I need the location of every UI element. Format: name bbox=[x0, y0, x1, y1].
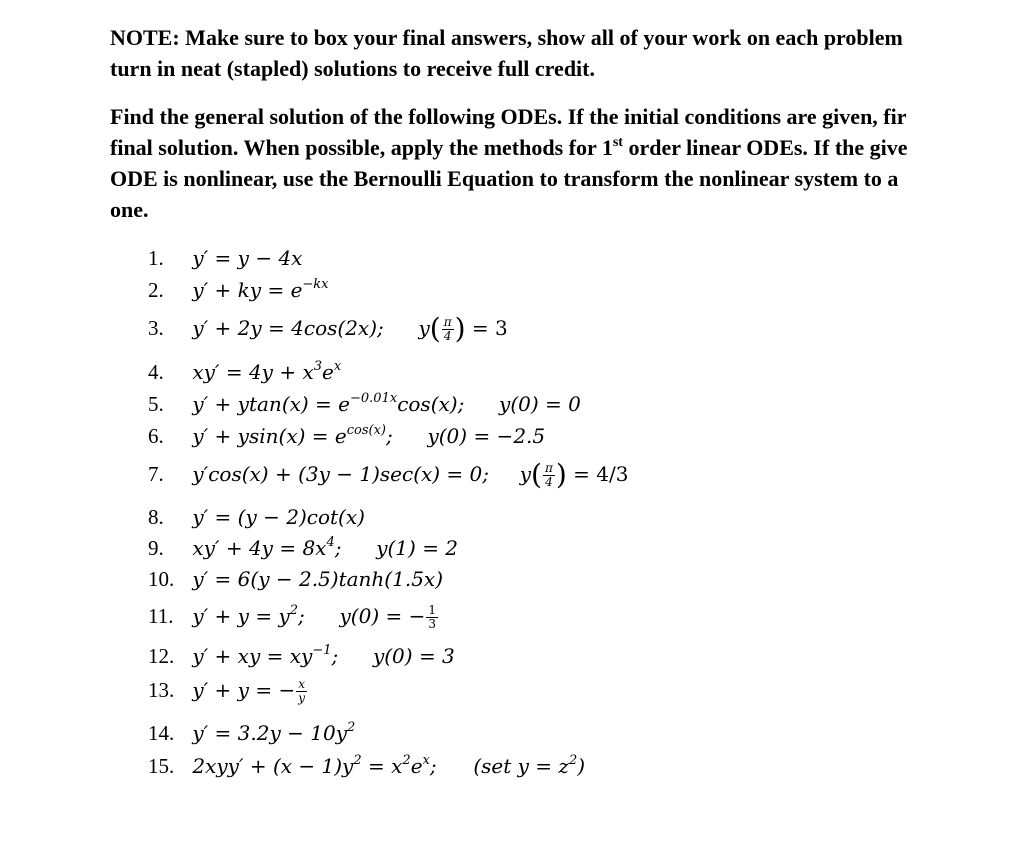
problem-number: 1. bbox=[148, 246, 164, 270]
problem-13 bbox=[148, 675, 308, 705]
equation: y′ + 2y = 4cos(2x); bbox=[192, 316, 384, 340]
problem-14 bbox=[148, 718, 355, 748]
equation: $y' + y = y^2$; bbox=[192, 603, 305, 628]
problem-number: 11. bbox=[148, 604, 174, 628]
problem-number: 13. bbox=[148, 678, 175, 702]
problem-number: 15. bbox=[148, 754, 175, 778]
problem-number: 12. bbox=[148, 644, 175, 668]
equation: $2xyy' + (x - 1)y^2 = x^2e^x$; bbox=[192, 753, 437, 778]
problem-11 bbox=[148, 601, 439, 631]
initial-condition: y(0) = − $\frac{1}{3}$ bbox=[339, 603, 436, 631]
fraction: $\frac{\pi}{4}$ bbox=[443, 315, 452, 343]
problem-1 bbox=[148, 243, 302, 273]
problem-number: 10. bbox=[148, 567, 175, 591]
equation: $xy' = 4y + x^3e^x$ bbox=[192, 359, 342, 384]
fraction: $\frac{1}{3}$ bbox=[428, 603, 436, 631]
problem-4 bbox=[148, 357, 341, 387]
equation: y′ + xy = $xy^{-1}$; bbox=[192, 643, 339, 668]
problem-5 bbox=[148, 389, 581, 419]
substitution-hint: (set $y = z^2$) bbox=[473, 753, 586, 778]
problem-number: 9. bbox=[148, 536, 164, 560]
equation: y′ + y = − $\frac{x}{y}$ bbox=[192, 677, 305, 705]
initial-condition: y(0) = −2.5 bbox=[427, 424, 546, 448]
instructions-line-2-pre: final solution. When possible, apply the methods for 1 bbox=[110, 135, 613, 160]
equation: $y' = 3.2y - 10y^2$ bbox=[192, 720, 356, 745]
problem-number: 14. bbox=[148, 721, 175, 745]
problem-number: 7. bbox=[148, 462, 164, 486]
equation: y′ = (y − 2)cot(x) bbox=[192, 505, 365, 529]
instructions-paragraph bbox=[110, 101, 1019, 225]
problem-number: 2. bbox=[148, 278, 164, 302]
problem-number: 8. bbox=[148, 505, 164, 529]
equation: y′cos(x) + (3y − 1)sec(x) = 0; bbox=[192, 462, 490, 486]
equation: y′ = y − 4x bbox=[192, 246, 303, 270]
problem-15 bbox=[148, 751, 585, 781]
problem-number: 4. bbox=[148, 360, 164, 384]
instructions-line-2 bbox=[110, 132, 1019, 163]
note-line-1: NOTE: Make sure to box your final answers, show all of your work on each problem bbox=[110, 25, 903, 50]
equation bbox=[192, 278, 328, 302]
exponent: −kx bbox=[302, 277, 329, 292]
fraction: $\frac{\pi}{4}$ bbox=[544, 461, 553, 489]
note-paragraph bbox=[110, 22, 1019, 84]
problem-3 bbox=[148, 313, 508, 343]
instructions-line-1: Find the general solution of the following ODEs. If the initial conditions are given, fir bbox=[110, 104, 907, 129]
initial-condition: y(0) = 3 bbox=[372, 644, 455, 668]
fraction: $\frac{x}{y}$ bbox=[298, 677, 305, 705]
problem-number: 3. bbox=[148, 316, 164, 340]
problem-number: 6. bbox=[148, 424, 164, 448]
note-line-2: turn in neat (stapled) solutions to receive full credit. bbox=[110, 56, 595, 81]
equation-base: y′ + ky = e bbox=[192, 278, 303, 302]
instructions-line-2-post: order linear ODEs. If the give bbox=[622, 135, 908, 160]
problem-2 bbox=[148, 275, 329, 305]
problem-12 bbox=[148, 641, 455, 671]
problem-10 bbox=[148, 564, 443, 594]
problem-7 bbox=[148, 459, 628, 489]
instructions-line-4: one. bbox=[110, 197, 149, 222]
ordinal-suffix: st bbox=[612, 135, 623, 150]
instructions-line-3: ODE is nonlinear, use the Bernoulli Equation to transform the nonlinear system to a bbox=[110, 166, 899, 191]
equation: $y' + ysin(x) = e^{cos(x)}$; bbox=[192, 423, 393, 448]
problem-8 bbox=[148, 502, 365, 532]
problem-9 bbox=[148, 533, 458, 563]
problem-6 bbox=[148, 421, 545, 451]
equation: y′ = 6(y − 2.5)tanh(1.5x) bbox=[192, 567, 443, 591]
initial-condition: y(0) = 0 bbox=[499, 392, 581, 416]
initial-condition: y( $\frac{\pi}{4}$ ) = 3 bbox=[418, 312, 508, 345]
initial-condition: y(1) = 2 bbox=[376, 536, 459, 560]
equation: $y' + ytan(x) = e^{-0.01x}\cos(x)$; bbox=[192, 391, 465, 416]
problem-number: 5. bbox=[148, 392, 164, 416]
initial-condition: y( $\frac{\pi}{4}$ ) = 4/3 bbox=[519, 458, 629, 491]
equation: $xy' + 4y = 8x^4$; bbox=[192, 535, 342, 560]
